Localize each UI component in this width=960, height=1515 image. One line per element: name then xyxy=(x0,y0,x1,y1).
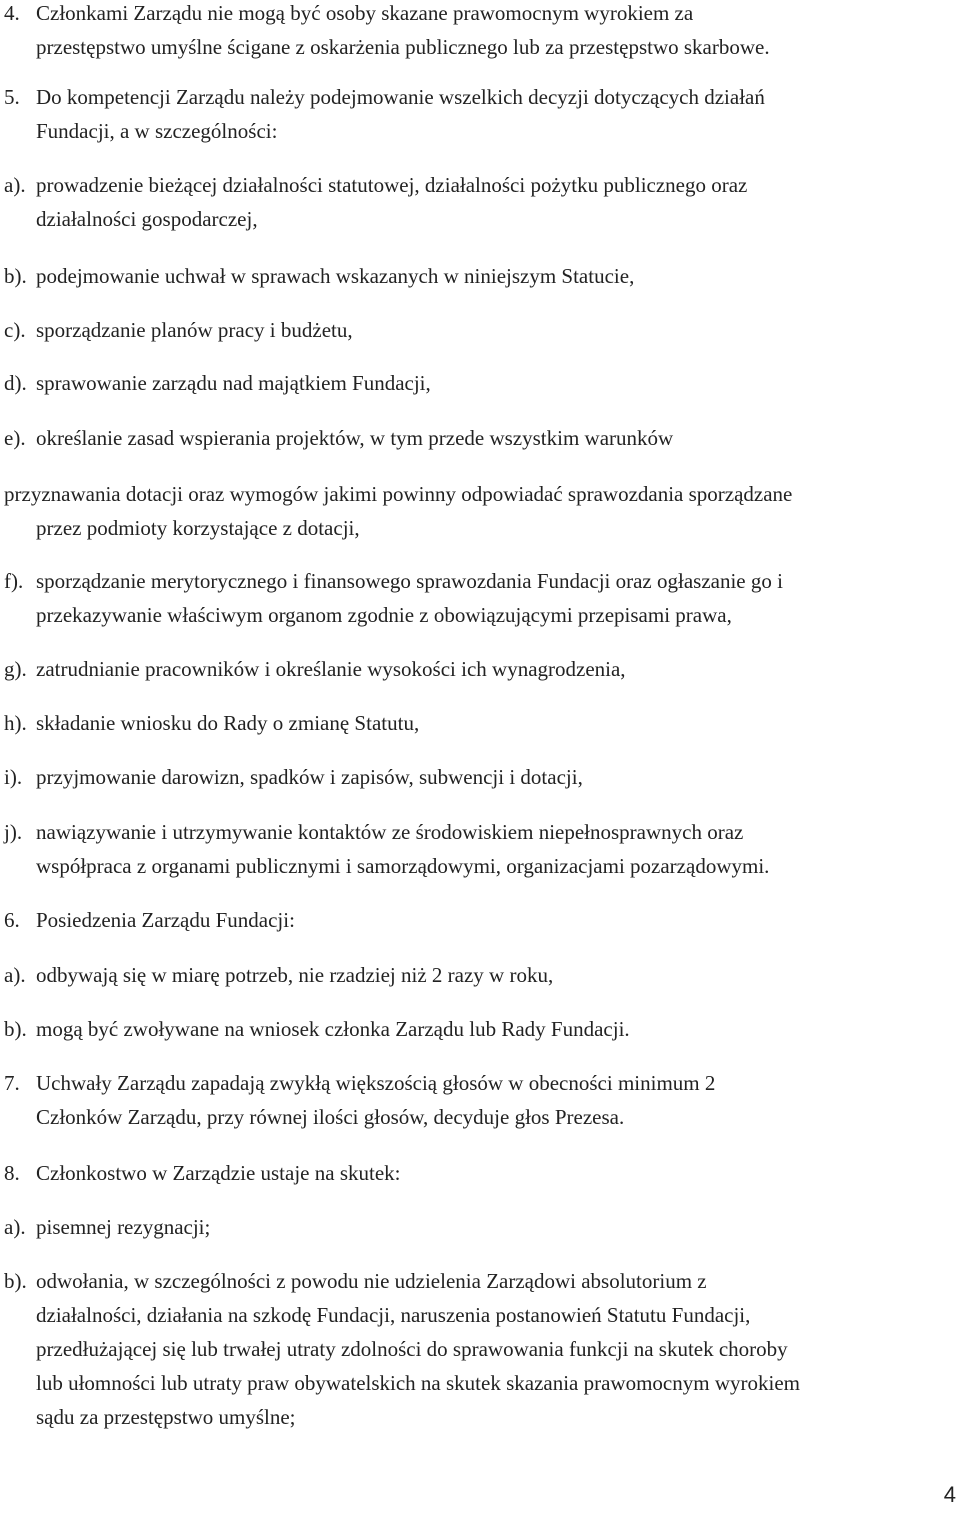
item-text-continued: współpraca z organami publicznymi i samorządowymi, organizacjami pozarządowymi. xyxy=(36,854,770,878)
item-label: a). xyxy=(4,963,26,987)
paragraph xyxy=(0,477,958,545)
item-label: j). xyxy=(4,820,23,844)
list-item xyxy=(0,259,958,293)
list-item xyxy=(0,80,958,148)
list-item xyxy=(0,168,958,236)
item-text-continued: przez podmioty korzystające z dotacji, xyxy=(36,516,360,540)
list-item xyxy=(0,903,958,937)
list-item xyxy=(0,313,958,347)
item-text: sporządzanie planów pracy i budżetu, xyxy=(36,318,353,342)
item-text: prowadzenie bieżącej działalności statutowej, działalności pożytku publicznego oraz xyxy=(36,173,748,197)
item-text: sprawowanie zarządu nad majątkiem Fundacji, xyxy=(36,371,431,395)
item-text: Członkostwo w Zarządzie ustaje na skutek: xyxy=(36,1161,401,1185)
item-label: g). xyxy=(4,657,27,681)
item-text: nawiązywanie i utrzymywanie kontaktów ze środowiskiem niepełnosprawnych oraz xyxy=(36,820,744,844)
list-item xyxy=(0,564,958,632)
item-label: e). xyxy=(4,426,26,450)
item-text: podejmowanie uchwał w sprawach wskazanych w niniejszym Statucie, xyxy=(36,264,635,288)
list-item xyxy=(0,1264,958,1434)
item-label: a). xyxy=(4,173,26,197)
item-text: składanie wniosku do Rady o zmianę Statutu, xyxy=(36,711,420,735)
list-item xyxy=(0,366,958,400)
list-item xyxy=(0,652,958,686)
item-label: b). xyxy=(4,1269,27,1293)
item-text: mogą być zwoływane na wniosek członka Zarządu lub Rady Fundacji. xyxy=(36,1017,630,1041)
item-label: c). xyxy=(4,318,26,342)
item-text: przyznawania dotacji oraz wymogów jakimi powinny odpowiadać sprawozdania sporządzane xyxy=(4,482,793,506)
list-item xyxy=(0,0,958,64)
item-text-continued: działalności gospodarczej, xyxy=(36,207,258,231)
item-text-continued: lub ułomności lub utraty praw obywatelskich na skutek skazania prawomocnym wyrokiem xyxy=(36,1371,800,1395)
item-text: Uchwały Zarządu zapadają zwykłą większością głosów w obecności minimum 2 xyxy=(36,1071,716,1095)
list-item xyxy=(0,760,958,794)
item-label: h). xyxy=(4,711,27,735)
item-label: 7. xyxy=(4,1071,20,1095)
item-label: d). xyxy=(4,371,27,395)
item-text: sporządzanie merytorycznego i finansowego sprawozdania Fundacji oraz ogłaszanie go i xyxy=(36,569,783,593)
item-text: zatrudnianie pracowników i określanie wysokości ich wynagrodzenia, xyxy=(36,657,626,681)
item-text-continued: przedłużającej się lub trwałej utraty zdolności do sprawowania funkcji na skutek choroby xyxy=(36,1337,788,1361)
item-label: f). xyxy=(4,569,24,593)
item-label: b). xyxy=(4,1017,27,1041)
item-text: Posiedzenia Zarządu Fundacji: xyxy=(36,908,295,932)
item-text: określanie zasad wspierania projektów, w tym przede wszystkim warunków xyxy=(36,426,674,450)
item-text-continued: przestępstwo umyślne ścigane z oskarżenia publicznego lub za przestępstwo skarbowe. xyxy=(36,35,770,59)
item-text: pisemnej rezygnacji; xyxy=(36,1215,211,1239)
list-item xyxy=(0,1210,958,1244)
item-text-continued: działalności, działania na szkodę Fundacji, naruszenia postanowień Statutu Fundacji, xyxy=(36,1303,751,1327)
item-text: odbywają się w miarę potrzeb, nie rzadziej niż 2 razy w roku, xyxy=(36,963,554,987)
page-number: 4 xyxy=(943,1482,956,1507)
item-text-continued: sądu za przestępstwo umyślne; xyxy=(36,1405,296,1429)
item-text-continued: Fundacji, a w szczególności: xyxy=(36,119,278,143)
item-text-continued: Członków Zarządu, przy równej ilości głosów, decyduje głos Prezesa. xyxy=(36,1105,625,1129)
item-label: 4. xyxy=(4,1,20,25)
item-label: i). xyxy=(4,765,23,789)
list-item xyxy=(0,421,958,455)
item-text: odwołania, w szczególności z powodu nie udzielenia Zarządowi absolutorium z xyxy=(36,1269,707,1293)
list-item xyxy=(0,706,958,740)
item-text-continued: przekazywanie właściwym organom zgodnie z obowiązującymi przepisami prawa, xyxy=(36,603,732,627)
item-text: przyjmowanie darowizn, spadków i zapisów, subwencji i dotacji, xyxy=(36,765,583,789)
item-label: a). xyxy=(4,1215,26,1239)
list-item xyxy=(0,815,958,883)
item-label: 5. xyxy=(4,85,20,109)
item-text: Członkami Zarządu nie mogą być osoby skazane prawomocnym wyrokiem za xyxy=(36,1,694,25)
list-item xyxy=(0,1066,958,1134)
item-text: Do kompetencji Zarządu należy podejmowanie wszelkich decyzji dotyczących działań xyxy=(36,85,765,109)
item-label: 6. xyxy=(4,908,20,932)
item-label: 8. xyxy=(4,1161,20,1185)
list-item xyxy=(0,1012,958,1046)
list-item xyxy=(0,958,958,992)
item-label: b). xyxy=(4,264,27,288)
list-item xyxy=(0,1156,958,1190)
